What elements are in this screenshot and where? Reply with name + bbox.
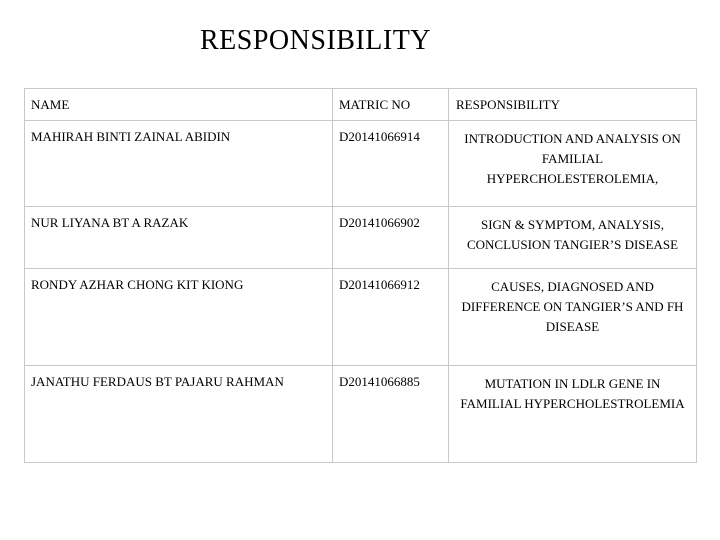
name-cell [25,366,333,463]
matric-cell [333,269,449,366]
responsibility-text: SIGN & SYMPTOM, ANALYSIS, CONCLUSION TANGIER’S DISEASE [466,217,679,252]
header-cell-matric [333,89,449,121]
responsibility-cell [449,269,697,366]
header-cell-name [25,89,333,121]
table-row [25,121,697,207]
responsibility-cell [449,121,697,207]
responsibility-cell [449,366,697,463]
page-title: RESPONSIBILITY [200,25,432,56]
member-name: JANATHU FERDAUS BT PAJARU RAHMAN [31,374,284,389]
table-row [25,366,697,463]
matric-cell [333,366,449,463]
responsibility-cell [449,207,697,269]
header-cell-responsibility [449,89,697,121]
matric-number: D20141066885 [339,374,420,389]
table-header-row [25,89,697,121]
matric-cell [333,121,449,207]
name-cell [25,269,333,366]
member-name: RONDY AZHAR CHONG KIT KIONG [31,277,244,292]
matric-cell [333,207,449,269]
member-name: MAHIRAH BINTI ZAINAL ABIDIN [31,129,231,144]
responsibility-table [24,88,697,463]
header-matric-label: MATRIC NO [339,97,411,112]
matric-number: D20141066902 [339,215,420,230]
matric-number: D20141066912 [339,277,420,292]
matric-number: D20141066914 [339,129,420,144]
header-name-label: NAME [31,97,70,112]
member-name: NUR LIYANA BT A RAZAK [31,215,189,230]
table-row [25,269,697,366]
name-cell [25,207,333,269]
name-cell [25,121,333,207]
responsibility-text: CAUSES, DIAGNOSED AND DIFFERENCE ON TANGIER’S AND FH DISEASE [461,279,684,334]
header-responsibility-label: RESPONSIBILITY [456,97,561,112]
responsibility-text: MUTATION IN LDLR GENE IN FAMILIAL HYPERCHOLESTROLEMIA [460,376,685,411]
table-row [25,207,697,269]
responsibility-text: INTRODUCTION AND ANALYSIS ON FAMILIAL HYPERCHOLESTEROLEMIA, [464,131,681,186]
